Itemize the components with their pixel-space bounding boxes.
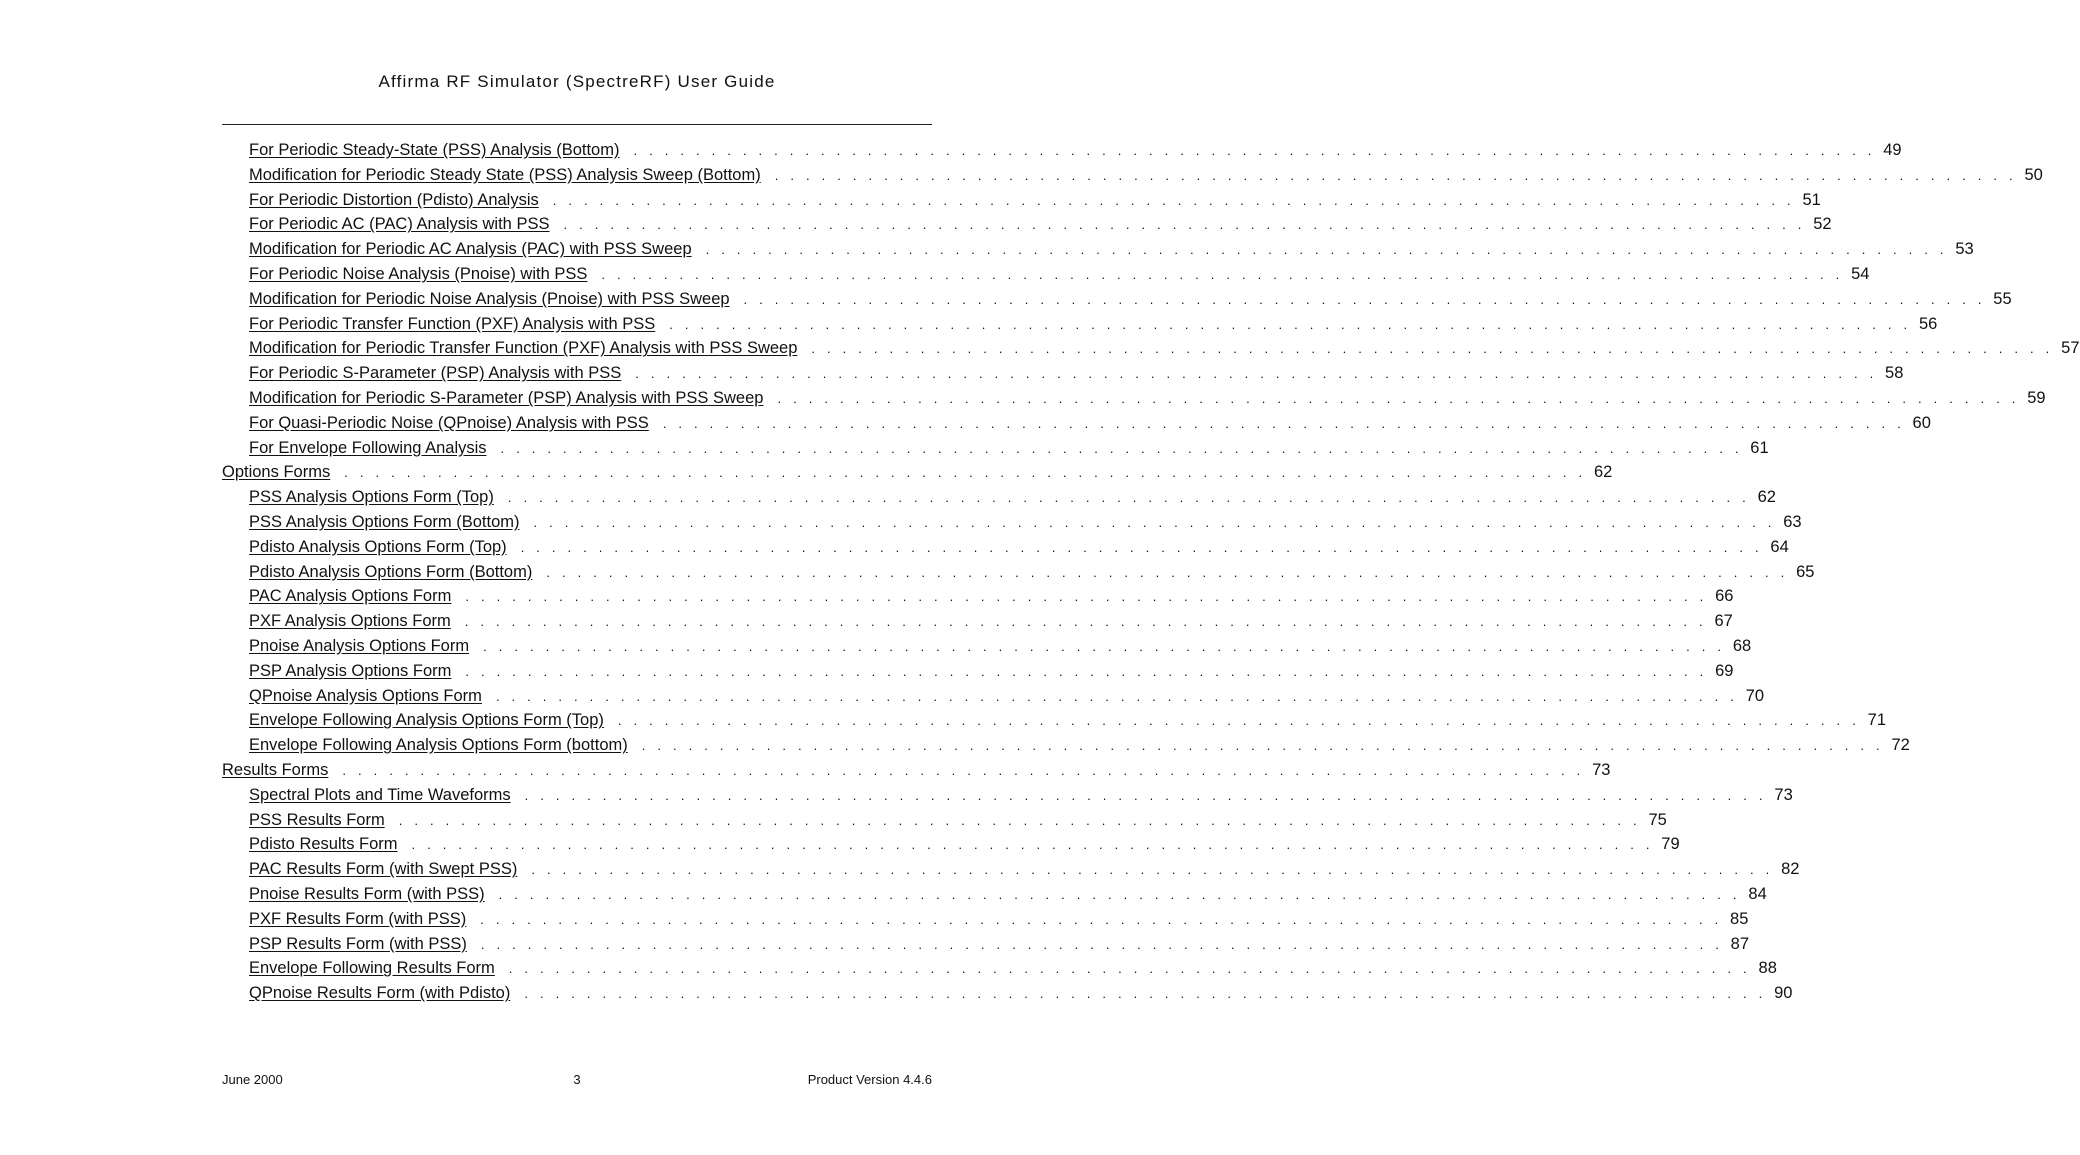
toc-entry-link[interactable]: PXF Analysis Options Form [249,612,451,631]
toc-entry-link[interactable]: PSP Results Form (with PSS) [249,934,467,953]
toc-dot-leader: . . . . . . . . . . . . . . . . . . . . . . . . . . . . . . . . . . . . . . . . . . . . . . . . . . . . . . . . . . . . . . . . . . . . . . . . . . . . . . . . [774,167,2017,183]
toc-entry [222,188,1821,213]
toc-page-number: 84 [1748,884,1767,903]
toc-page-number: 54 [1851,264,1870,283]
toc-entry-link[interactable]: Modification for Periodic Transfer Function (PXF) Analysis with PSS Sweep [249,339,798,358]
toc-entry [222,882,1767,907]
toc-entry-link[interactable]: For Periodic Distortion (Pdisto) Analysis [249,190,539,209]
toc-entry [222,609,1733,634]
toc-entry [222,932,1750,957]
toc-page-number: 51 [1802,190,1821,209]
toc-dot-leader: . . . . . . . . . . . . . . . . . . . . . . . . . . . . . . . . . . . . . . . . . . . . . . . . . . . . . . . . . . . . . . . . . . . . . . . . . . . . . . . . [524,787,1767,803]
toc-entry-link[interactable]: For Periodic S-Parameter (PSP) Analysis with PSS [249,364,622,383]
toc-dot-leader: . . . . . . . . . . . . . . . . . . . . . . . . . . . . . . . . . . . . . . . . . . . . . . . . . . . . . . . . . . . . . . . . . . . . . . . . . . . . . . . . [411,837,1654,853]
toc-entry [222,981,1793,1006]
toc-dot-leader: . . . . . . . . . . . . . . . . . . . . . . . . . . . . . . . . . . . . . . . . . . . . . . . . . . . . . . . . . . . . . . . . . . . . . . . . . . . . . . . . [563,217,1806,233]
toc-entry [222,808,1667,833]
toc-dot-leader: . . . . . . . . . . . . . . . . . . . . . . . . . . . . . . . . . . . . . . . . . . . . . . . . . . . . . . . . . . . . . . . . . . . . . . . . . . . . . . . . [635,366,1878,382]
footer-product-version: Product Version 4.4.6 [807,1072,932,1087]
toc-entry-link[interactable]: PSS Analysis Options Form (Top) [249,488,494,507]
toc-entry [222,485,1776,510]
toc-page-number: 66 [1715,587,1734,606]
toc-dot-leader: . . . . . . . . . . . . . . . . . . . . . . . . . . . . . . . . . . . . . . . . . . . . . . . . . . . . . . . . . . . . . . . . . . . . . . . . . . . . . . . . [508,961,1751,977]
toc-page-number: 71 [1867,711,1886,730]
table-of-contents [222,138,2080,1006]
toc-page-number: 53 [1955,240,1974,259]
toc-entry-link[interactable]: QPnoise Analysis Options Form [249,686,482,705]
toc-entry [222,708,1886,733]
toc-dot-leader: . . . . . . . . . . . . . . . . . . . . . . . . . . . . . . . . . . . . . . . . . . . . . . . . . . . . . . . . . . . . . . . . . . . . . . . . . . . . . . . . [465,589,1708,605]
toc-entry [222,361,1904,386]
toc-entry-link[interactable]: Pdisto Results Form [249,835,398,854]
page-footer [222,1072,932,1090]
toc-page-number: 58 [1885,364,1904,383]
toc-entry-link[interactable]: QPnoise Results Form (with Pdisto) [249,984,511,1003]
toc-page-number: 68 [1732,636,1752,655]
toc-page-number: 59 [2027,388,2046,407]
toc-dot-leader: . . . . . . . . . . . . . . . . . . . . . . . . . . . . . . . . . . . . . . . . . . . . . . . . . . . . . . . . . . . . . . . . . . . . . . . . . . . . . . . . [520,539,1763,555]
toc-dot-leader: . . . . . . . . . . . . . . . . . . . . . . . . . . . . . . . . . . . . . . . . . . . . . . . . . . . . . . . . . . . . . . . . . . . . . . . . . . . . . . . . [533,514,1776,530]
toc-dot-leader: . . . . . . . . . . . . . . . . . . . . . . . . . . . . . . . . . . . . . . . . . . . . . . . . . . . . . . . . . . . . . . . . . . . . . . . . . . . . . . . . [743,291,1986,307]
toc-entry-link[interactable]: Options Forms [222,463,331,482]
toc-entry-link[interactable]: For Periodic AC (PAC) Analysis with PSS [249,215,550,234]
toc-entry-link[interactable]: Modification for Periodic Steady State (PSS) Analysis Sweep (Bottom) [249,165,761,184]
toc-entry-link[interactable]: For Periodic Noise Analysis (Pnoise) with PSS [249,264,588,283]
toc-entry-link[interactable]: Modification for Periodic Noise Analysis (Pnoise) with PSS Sweep [249,289,730,308]
toc-dot-leader: . . . . . . . . . . . . . . . . . . . . . . . . . . . . . . . . . . . . . . . . . . . . . . . . . . . . . . . . . . . . . . . . . . . . . . . . . . . . . . . . [507,490,1750,506]
toc-dot-leader: . . . . . . . . . . . . . . . . . . . . . . . . . . . . . . . . . . . . . . . . . . . . . . . . . . . . . . . . . . . . . . . . . . . . . . . . . . . . . . . . [705,242,1948,258]
toc-dot-leader: . . . . . . . . . . . . . . . . . . . . . . . . . . . . . . . . . . . . . . . . . . . . . . . . . . . . . . . . . . . . . . . . . . . . . . . . . . . . . . . . [811,341,2054,357]
toc-page-number: 73 [1592,760,1611,779]
toc-dot-leader: . . . . . . . . . . . . . . . . . . . . . . . . . . . . . . . . . . . . . . . . . . . . . . . . . . . . . . . . . . . . . . . . . . . . . . . . . . . . . . . . [483,638,1726,654]
footer-page-number: 3 [573,1072,581,1087]
toc-entry-link[interactable]: Results Forms [222,760,329,779]
toc-page-number: 70 [1745,686,1765,705]
toc-page-number: 56 [1918,314,1938,333]
toc-dot-leader: . . . . . . . . . . . . . . . . . . . . . . . . . . . . . . . . . . . . . . . . . . . . . . . . . . . . . . . . . . . . . . . . . . . . . . . . . . . . . . . . [662,415,1905,431]
toc-page-number: 63 [1783,512,1802,531]
toc-entry [222,287,2012,312]
toc-entry [222,510,1802,535]
toc-dot-leader: . . . . . . . . . . . . . . . . . . . . . . . . . . . . . . . . . . . . . . . . . . . . . . . . . . . . . . . . . . . . . . . . . . . . . . . . . . . . . . . . [342,762,1585,778]
toc-entry [222,460,1613,485]
toc-entry [222,535,1789,560]
toc-page-number: 50 [2024,165,2043,184]
toc-entry-link[interactable]: PAC Analysis Options Form [249,587,452,606]
toc-entry [222,684,1765,709]
toc-entry [222,163,2043,188]
toc-entry-link[interactable]: For Quasi-Periodic Noise (QPnoise) Analysis with PSS [249,413,649,432]
toc-dot-leader: . . . . . . . . . . . . . . . . . . . . . . . . . . . . . . . . . . . . . . . . . . . . . . . . . . . . . . . . . . . . . . . . . . . . . . . . . . . . . . . . [531,862,1774,878]
toc-dot-leader: . . . . . . . . . . . . . . . . . . . . . . . . . . . . . . . . . . . . . . . . . . . . . . . . . . . . . . . . . . . . . . . . . . . . . . . . . . . . . . . . [669,316,1912,332]
toc-page-number: 85 [1730,909,1749,928]
toc-page-number: 52 [1813,215,1832,234]
toc-dot-leader: . . . . . . . . . . . . . . . . . . . . . . . . . . . . . . . . . . . . . . . . . . . . . . . . . . . . . . . . . . . . . . . . . . . . . . . . . . . . . . . . [500,440,1743,456]
toc-entry [222,237,1974,262]
toc-entry [222,584,1734,609]
toc-entry-link[interactable]: Pnoise Analysis Options Form [249,636,470,655]
toc-entry [222,312,1938,337]
toc-entry [222,386,2046,411]
toc-entry [222,212,1832,237]
toc-entry-link[interactable]: For Envelope Following Analysis [249,438,487,457]
toc-dot-leader: . . . . . . . . . . . . . . . . . . . . . . . . . . . . . . . . . . . . . . . . . . . . . . . . . . . . . . . . . . . . . . . . . . . . . . . . . . . . . . . . [465,663,1708,679]
toc-entry-link[interactable]: PSP Analysis Options Form [249,661,452,680]
toc-entry [222,262,1870,287]
toc-dot-leader: . . . . . . . . . . . . . . . . . . . . . . . . . . . . . . . . . . . . . . . . . . . . . . . . . . . . . . . . . . . . . . . . . . . . . . . . . . . . . . . . [498,886,1741,902]
toc-entry [222,659,1734,684]
toc-entry-link[interactable]: Envelope Following Analysis Options Form (bottom) [249,736,628,755]
toc-page-number: 61 [1750,438,1769,457]
toc-entry-link[interactable]: Envelope Following Results Form [249,959,495,978]
toc-dot-leader: . . . . . . . . . . . . . . . . . . . . . . . . . . . . . . . . . . . . . . . . . . . . . . . . . . . . . . . . . . . . . . . . . . . . . . . . . . . . . . . . [480,936,1724,952]
toc-dot-leader: . . . . . . . . . . . . . . . . . . . . . . . . . . . . . . . . . . . . . . . . . . . . . . . . . . . . . . . . . . . . . . . . . . . . . . . . . . . . . . . . [464,614,1707,630]
toc-dot-leader: . . . . . . . . . . . . . . . . . . . . . . . . . . . . . . . . . . . . . . . . . . . . . . . . . . . . . . . . . . . . . . . . . . . . . . . . . . . . . . . . [601,266,1844,282]
toc-page-number: 55 [1993,289,2012,308]
toc-entry [222,138,1902,163]
toc-entry [222,758,1611,783]
toc-page-number: 73 [1774,785,1793,804]
toc-page-number: 57 [2061,339,2080,358]
toc-dot-leader: . . . . . . . . . . . . . . . . . . . . . . . . . . . . . . . . . . . . . . . . . . . . . . . . . . . . . . . . . . . . . . . . . . . . . . . . . . . . . . . . [641,738,1884,754]
toc-entry-link[interactable]: Modification for Periodic AC Analysis (PAC) with PSS Sweep [249,240,692,259]
header-divider [222,124,932,125]
toc-dot-leader: . . . . . . . . . . . . . . . . . . . . . . . . . . . . . . . . . . . . . . . . . . . . . . . . . . . . . . . . . . . . . . . . . . . . . . . . . . . . . . . . [398,812,1641,828]
toc-entry [222,857,1800,882]
toc-entry [222,560,1815,585]
toc-page-number: 87 [1730,934,1750,953]
toc-page-number: 65 [1796,562,1815,581]
toc-entry-link[interactable]: For Periodic Transfer Function (PXF) Analysis with PSS [249,314,656,333]
toc-entry-link[interactable]: Spectral Plots and Time Waveforms [249,785,511,804]
toc-dot-leader: . . . . . . . . . . . . . . . . . . . . . . . . . . . . . . . . . . . . . . . . . . . . . . . . . . . . . . . . . . . . . . . . . . . . . . . . . . . . . . . . [777,390,2020,406]
toc-page-number: 62 [1593,463,1613,482]
toc-dot-leader: . . . . . . . . . . . . . . . . . . . . . . . . . . . . . . . . . . . . . . . . . . . . . . . . . . . . . . . . . . . . . . . . . . . . . . . . . . . . . . . . [480,911,1723,927]
toc-page-number: 67 [1714,612,1733,631]
toc-dot-leader: . . . . . . . . . . . . . . . . . . . . . . . . . . . . . . . . . . . . . . . . . . . . . . . . . . . . . . . . . . . . . . . . . . . . . . . . . . . . . . . . [524,986,1767,1002]
toc-entry [222,832,1680,857]
toc-entry-link[interactable]: Envelope Following Analysis Options Form (Top) [249,711,604,730]
toc-page-number: 62 [1757,488,1776,507]
toc-entry-link[interactable]: PXF Results Form (with PSS) [249,909,467,928]
toc-entry [222,907,1749,932]
toc-entry-link[interactable]: For Periodic Steady-State (PSS) Analysis (Bottom) [249,141,620,159]
toc-page-number: 90 [1774,984,1793,1003]
toc-entry [222,956,1777,981]
toc-page-number: 79 [1661,835,1680,854]
toc-entry [222,634,1752,659]
toc-entry [222,733,1910,758]
toc-dot-leader: . . . . . . . . . . . . . . . . . . . . . . . . . . . . . . . . . . . . . . . . . . . . . . . . . . . . . . . . . . . . . . . . . . . . . . . . . . . . . . . . [617,713,1860,729]
toc-dot-leader: . . . . . . . . . . . . . . . . . . . . . . . . . . . . . . . . . . . . . . . . . . . . . . . . . . . . . . . . . . . . . . . . . . . . . . . . . . . . . . . . [495,688,1739,704]
toc-page-number: 72 [1891,736,1910,755]
toc-page-number: 69 [1715,661,1734,680]
footer-date: June 2000 [222,1072,283,1087]
toc-dot-leader: . . . . . . . . . . . . . . . . . . . . . . . . . . . . . . . . . . . . . . . . . . . . . . . . . . . . . . . . . . . . . . . . . . . . . . . . . . . . . . . . [633,143,1876,158]
toc-page-number: 64 [1770,537,1789,556]
toc-entry [222,336,2080,361]
toc-entry-link[interactable]: PSS Analysis Options Form (Bottom) [249,512,520,531]
toc-dot-leader: . . . . . . . . . . . . . . . . . . . . . . . . . . . . . . . . . . . . . . . . . . . . . . . . . . . . . . . . . . . . . . . . . . . . . . . . . . . . . . . . [552,192,1795,208]
toc-entry [222,411,1931,436]
toc-dot-leader: . . . . . . . . . . . . . . . . . . . . . . . . . . . . . . . . . . . . . . . . . . . . . . . . . . . . . . . . . . . . . . . . . . . . . . . . . . . . . . . . [546,564,1789,580]
toc-entry-link[interactable]: Pdisto Analysis Options Form (Top) [249,537,507,556]
toc-page-number: 82 [1781,860,1800,879]
toc-page-number: 60 [1912,413,1931,432]
toc-dot-leader: . . . . . . . . . . . . . . . . . . . . . . . . . . . . . . . . . . . . . . . . . . . . . . . . . . . . . . . . . . . . . . . . . . . . . . . . . . . . . . . . [344,465,1587,481]
toc-page-number: 75 [1648,810,1667,829]
toc-page-number: 49 [1883,141,1902,159]
page-header-title: Affirma RF Simulator (SpectreRF) User Guide [378,72,776,91]
toc-entry-link[interactable]: Pdisto Analysis Options Form (Bottom) [249,562,533,581]
toc-entry-link[interactable]: PAC Results Form (with Swept PSS) [249,860,518,879]
toc-entry [222,783,1793,808]
toc-entry-link[interactable]: Modification for Periodic S-Parameter (PSP) Analysis with PSS Sweep [249,388,764,407]
toc-entry-link[interactable]: PSS Results Form [249,810,385,829]
toc-entry [222,436,1769,461]
toc-entry-link[interactable]: Pnoise Results Form (with PSS) [249,884,485,903]
toc-page-number: 88 [1758,959,1777,978]
